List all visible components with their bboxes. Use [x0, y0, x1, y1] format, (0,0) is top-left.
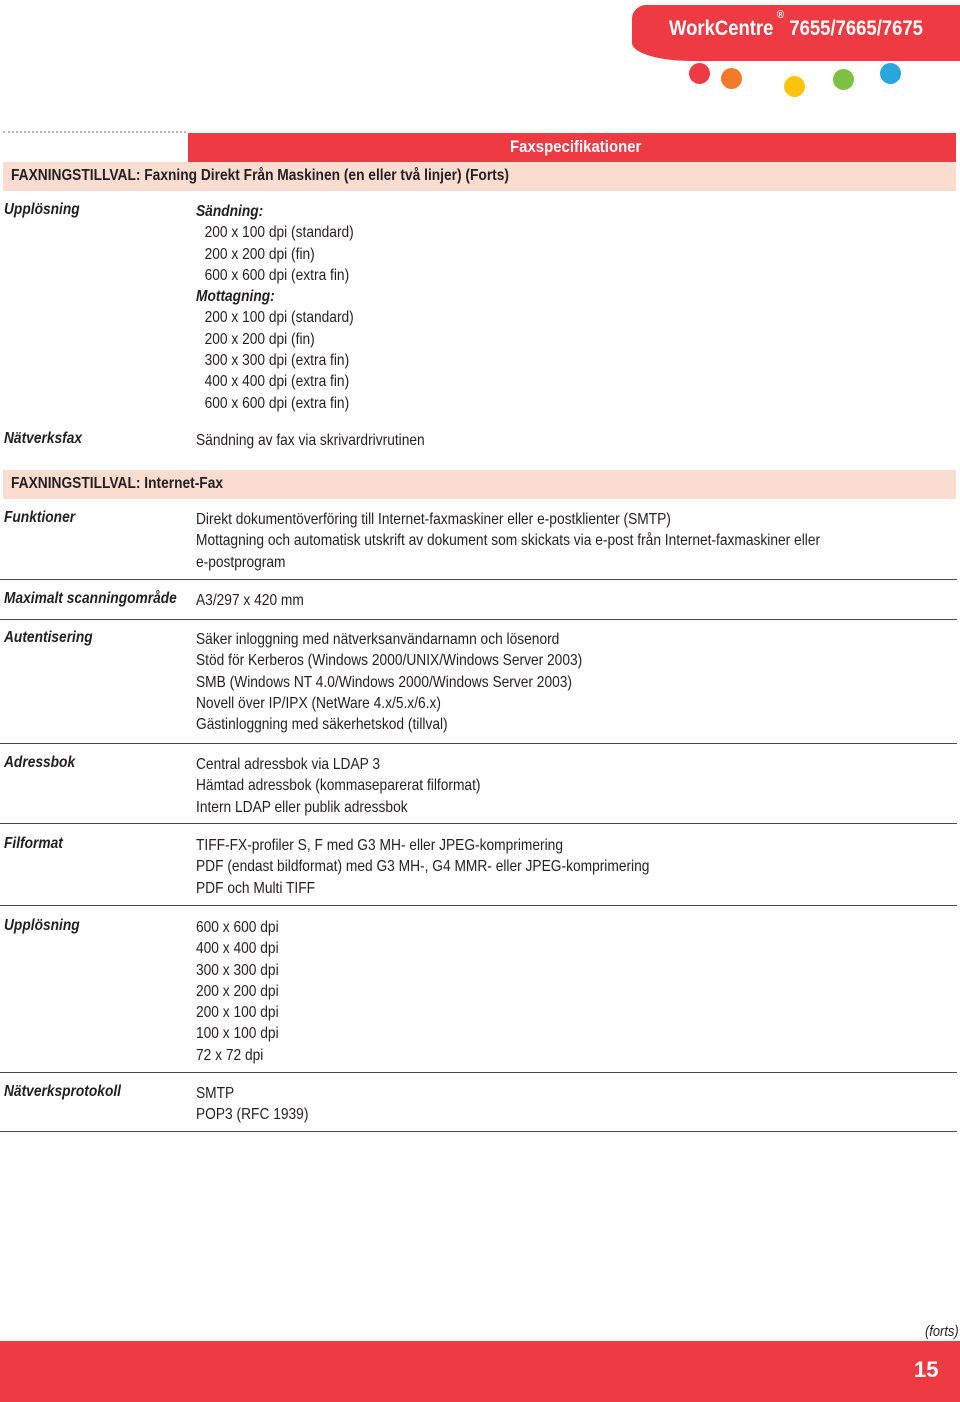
- value-line: Gästinloggning med säkerhetskod (tillval): [196, 716, 448, 734]
- receiving-line: 200 x 200 dpi (fin): [204, 330, 315, 348]
- sending-label: Sändning:: [196, 203, 264, 220]
- value-line: Stöd för Kerberos (Windows 2000/UNIX/Windows Server 2003): [196, 652, 583, 670]
- value-line: Hämtad adressbok (kommaseparerat filformat): [196, 777, 481, 795]
- value-line: 200 x 100 dpi: [196, 1004, 279, 1022]
- value-line: 300 x 300 dpi: [196, 961, 279, 979]
- section-band: [188, 133, 956, 162]
- receiving-line: 300 x 300 dpi (extra fin): [204, 352, 350, 370]
- section-title: Faxspecifikationer: [510, 137, 642, 156]
- dotted-divider: [3, 131, 186, 133]
- network-protocol-values: [196, 1083, 308, 1126]
- receiving-line: 400 x 400 dpi (extra fin): [204, 373, 350, 391]
- block1-heading-text: [11, 167, 509, 185]
- value-line: Intern LDAP eller publik adressbok: [196, 798, 408, 816]
- dot-yellow-icon: [784, 76, 805, 97]
- dot-orange-icon: [721, 68, 742, 89]
- block2-heading-rest: Internet-Fax: [140, 475, 224, 492]
- continued-note: (forts): [925, 1323, 959, 1340]
- sending-line: 200 x 100 dpi (standard): [204, 224, 354, 242]
- row-label-authentication: Autentisering: [4, 629, 93, 646]
- value-line: SMB (Windows NT 4.0/Windows 2000/Windows Server 2003): [196, 673, 572, 691]
- receiving-label: Mottagning:: [196, 288, 275, 306]
- dot-blue-icon: [880, 63, 901, 84]
- footer-bar: [0, 1341, 960, 1402]
- row-divider: [0, 905, 957, 906]
- authentication-values: [196, 629, 582, 735]
- value-line: Central adressbok via LDAP 3: [196, 756, 381, 773]
- row-label-scan-area: Maximalt scanningområde: [4, 590, 177, 607]
- value-line: e-postprogram: [196, 553, 286, 571]
- dot-red-icon: [689, 63, 710, 84]
- row-divider: [0, 579, 957, 580]
- value-line: 100 x 100 dpi: [196, 1025, 279, 1043]
- value-line: Säker inloggning med nätverksanvändarnamn och lösenord: [196, 631, 560, 648]
- row-label-address-book: Adressbok: [4, 754, 76, 771]
- value-line: TIFF-FX-profiler S, F med G3 MH- eller JPEG-komprimering: [196, 837, 563, 854]
- block2-heading-text: [11, 475, 223, 493]
- receiving-line: 200 x 100 dpi (standard): [204, 309, 354, 327]
- row-label-network-fax: Nätverksfax: [4, 430, 83, 447]
- value-line: Direkt dokumentöverföring till Internet-faxmaskiner eller e-postklienter (SMTP): [196, 511, 671, 528]
- value-line: 72 x 72 dpi: [196, 1046, 264, 1064]
- value-line: 600 x 600 dpi: [196, 919, 279, 936]
- row-label-file-format: Filformat: [4, 835, 63, 852]
- value-line: PDF (endast bildformat) med G3 MH-, G4 MMR- eller JPEG-komprimering: [196, 858, 650, 876]
- block1-heading-bold: FAXNINGSTILLVAL:: [11, 167, 141, 184]
- brand-models: 7655/7665/7675: [789, 17, 923, 40]
- row-label-resolution-ifax: Upplösning: [4, 917, 80, 934]
- block2-heading: [3, 470, 956, 499]
- block1-heading-rest: Faxning Direkt Från Maskinen (en eller två linjer) (Forts): [140, 167, 509, 184]
- value-line: Novell över IP/IPX (NetWare 4.x/5.x/6.x): [196, 694, 441, 712]
- resolution-values: [196, 201, 354, 414]
- scan-area-values: [196, 590, 304, 611]
- value-line: POP3 (RFC 1939): [196, 1106, 309, 1124]
- row-divider: [0, 619, 957, 620]
- sending-line: 600 x 600 dpi (extra fin): [204, 266, 350, 284]
- file-format-values: [196, 835, 649, 899]
- brand-name: WorkCentre: [669, 17, 774, 40]
- brand-banner: [632, 5, 960, 61]
- sending-line: 200 x 200 dpi (fin): [204, 245, 315, 263]
- functions-values: [196, 509, 820, 573]
- address-book-values: [196, 754, 480, 818]
- row-divider: [0, 1072, 957, 1073]
- value-line: Mottagning och automatisk utskrift av dokument som skickats via e-post från Internet-faxmaskiner eller: [196, 532, 821, 550]
- registered-mark: ®: [776, 9, 785, 21]
- row-label-functions: Funktioner: [4, 509, 76, 526]
- dot-green-icon: [833, 69, 854, 90]
- page-number: 15: [914, 1357, 939, 1382]
- row-divider: [0, 1131, 957, 1132]
- row-divider: [0, 743, 957, 744]
- brand-title: [669, 9, 923, 41]
- value-line: A3/297 x 420 mm: [196, 592, 304, 609]
- value-line: SMTP: [196, 1085, 235, 1102]
- row-label-resolution: Upplösning: [4, 201, 80, 218]
- row-label-network-protocol: Nätverksprotokoll: [4, 1083, 122, 1100]
- receiving-line: 600 x 600 dpi (extra fin): [204, 394, 350, 412]
- block1-heading: [3, 162, 956, 191]
- value-line: PDF och Multi TIFF: [196, 879, 316, 897]
- value-line: 400 x 400 dpi: [196, 940, 279, 958]
- row-divider: [0, 823, 957, 824]
- block2-heading-bold: FAXNINGSTILLVAL:: [11, 475, 141, 492]
- resolution-ifax-values: [196, 917, 279, 1066]
- value-line: 200 x 200 dpi: [196, 982, 279, 1000]
- network-fax-value: Sändning av fax via skrivardrivrutinen: [196, 432, 425, 449]
